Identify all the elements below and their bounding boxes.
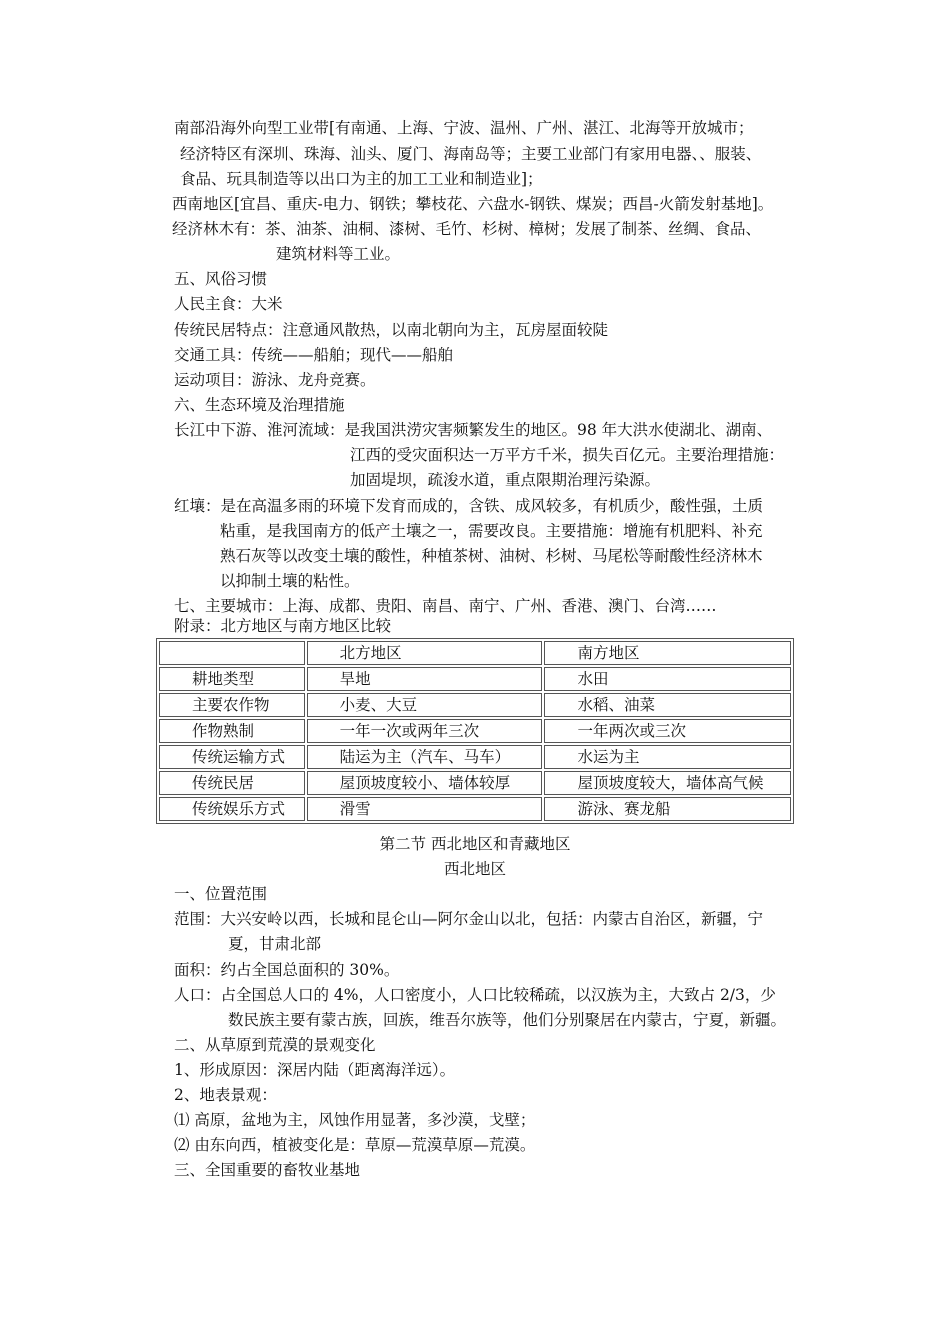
table-header-cell <box>159 641 305 665</box>
appendix-title: 附录：北方地区与南方地区比较 <box>174 617 392 635</box>
table-cell: 一年一次或两年三次 <box>307 719 543 743</box>
landscape-item-2: ⑵ 由东向西，植被变化是：草原—荒漠草原—荒漠。 <box>174 1136 536 1154</box>
table-cell: 屋顶坡度较小、墙体较厚 <box>307 771 543 795</box>
flood-line-2: 江西的受灾面积达一万平方千米，损失百亿元。主要治理措施： <box>350 446 785 464</box>
flood-line-3: 加固堤坝，疏浚水道，重点限期治理污染源。 <box>350 471 661 489</box>
table-header-cell: 北方地区 <box>307 641 543 665</box>
soil-line-3: 熟石灰等以改变土壤的酸性，种植茶树、油树、杉树、马尾松等耐酸性经济林木 <box>220 547 763 565</box>
table-cell: 滑雪 <box>307 797 543 821</box>
area-line: 面积：约占全国总面积的 30%。 <box>174 961 400 979</box>
flood-line-1: 长江中下游、淮河流域：是我国洪涝灾害频繁发生的地区。98 年大洪水使湖北、湖南、 <box>174 421 773 439</box>
scope-line-2: 夏，甘肃北部 <box>228 935 322 953</box>
table-row <box>159 667 791 691</box>
industry-line-1: 南部沿海外向型工业带[有南通、上海、宁波、温州、广州、湛江、北海等开放城市； <box>174 119 754 137</box>
table-cell: 作物熟制 <box>159 719 305 743</box>
pastoral-heading: 三、全国重要的畜牧业基地 <box>174 1161 361 1179</box>
table-cell: 传统运输方式 <box>159 745 305 769</box>
soil-line-2: 粘重，是我国南方的低产土壤之一，需要改良。主要措施：增施有机肥料、补充 <box>220 522 763 540</box>
forest-line-2: 建筑材料等工业。 <box>276 245 401 263</box>
table-cell: 陆运为主（汽车、马车） <box>307 745 543 769</box>
landscape-item-1: ⑴ 高原，盆地为主，风蚀作用显著，多沙漠，戈壁； <box>174 1111 536 1129</box>
section-title: 第二节 西北地区和青藏地区 <box>379 835 571 853</box>
table-row <box>159 797 791 821</box>
table-row <box>159 745 791 769</box>
landscape-heading: 二、从草原到荒漠的景观变化 <box>174 1036 376 1054</box>
table-cell: 一年两次或三次 <box>544 719 791 743</box>
table-header-row <box>159 641 791 665</box>
southwest-line: 西南地区[宜昌、重庆-电力、钢铁；攀枝花、六盘水-钢铁、煤炭；西昌-火箭发射基地]。 <box>172 195 774 213</box>
soil-line-4: 以抑制土壤的粘性。 <box>220 572 360 590</box>
customs-sports: 运动项目：游泳、龙舟竞赛。 <box>174 371 376 389</box>
table-cell: 水稻、油菜 <box>544 693 791 717</box>
soil-line-1: 红壤：是在高温多雨的环境下发育而成的，含铁、成风较多，有机质少，酸性强，土质 <box>174 497 764 515</box>
table-cell: 水运为主 <box>544 745 791 769</box>
population-line-1: 人口：占全国总人口的 4%，人口密度小，人口比较稀疏，以汉族为主，大致占 2/3，少 <box>174 986 776 1004</box>
customs-housing: 传统民居特点：注意通风散热，以南北朝向为主，瓦房屋面较陡 <box>174 321 609 339</box>
table-row <box>159 719 791 743</box>
table-cell: 旱地 <box>307 667 543 691</box>
ecology-heading: 六、生态环境及治理措施 <box>174 396 345 414</box>
table-cell: 游泳、赛龙船 <box>544 797 791 821</box>
table-cell: 水田 <box>544 667 791 691</box>
table-cell: 屋顶坡度较大，墙体高气候 <box>544 771 791 795</box>
table-cell: 传统娱乐方式 <box>159 797 305 821</box>
table-row <box>159 771 791 795</box>
region-title: 西北地区 <box>443 860 506 878</box>
table-cell: 耕地类型 <box>159 667 305 691</box>
table-cell: 传统民居 <box>159 771 305 795</box>
table-cell: 小麦、大豆 <box>307 693 543 717</box>
scope-line-1: 范围：大兴安岭以西，长城和昆仑山—阿尔金山以北，包括：内蒙古自治区，新疆，宁 <box>174 910 764 928</box>
industry-line-2: 经济特区有深圳、珠海、汕头、厦门、海南岛等；主要工业部门有家用电器、、服装、 <box>180 145 762 163</box>
cities-line: 七、主要城市：上海、成都、贵阳、南昌、南宁、广州、香港、澳门、台湾…… <box>174 597 717 615</box>
comparison-table <box>156 638 794 824</box>
forest-line-1: 经济林木有：茶、油茶、油桐、漆树、毛竹、杉树、樟树；发展了制茶、丝绸、食品、 <box>172 220 762 238</box>
customs-heading: 五、风俗习惯 <box>174 270 268 288</box>
industry-line-3: 食品、玩具制造等以出口为主的加工工业和制造业]； <box>180 170 543 188</box>
table-cell: 主要农作物 <box>159 693 305 717</box>
table-row <box>159 693 791 717</box>
table-header-cell: 南方地区 <box>544 641 791 665</box>
customs-transport: 交通工具：传统——船舶；现代——船舶 <box>174 346 454 364</box>
landscape-cause: 1、形成原因：深居内陆（距离海洋远）。 <box>174 1061 456 1079</box>
customs-food: 人民主食：大米 <box>174 295 283 313</box>
location-heading: 一、位置范围 <box>174 885 268 903</box>
population-line-2: 数民族主要有蒙古族，回族，维吾尔族等，他们分别聚居在内蒙古，宁夏，新疆。 <box>228 1011 787 1029</box>
landscape-surface: 2、地表景观： <box>174 1086 277 1104</box>
